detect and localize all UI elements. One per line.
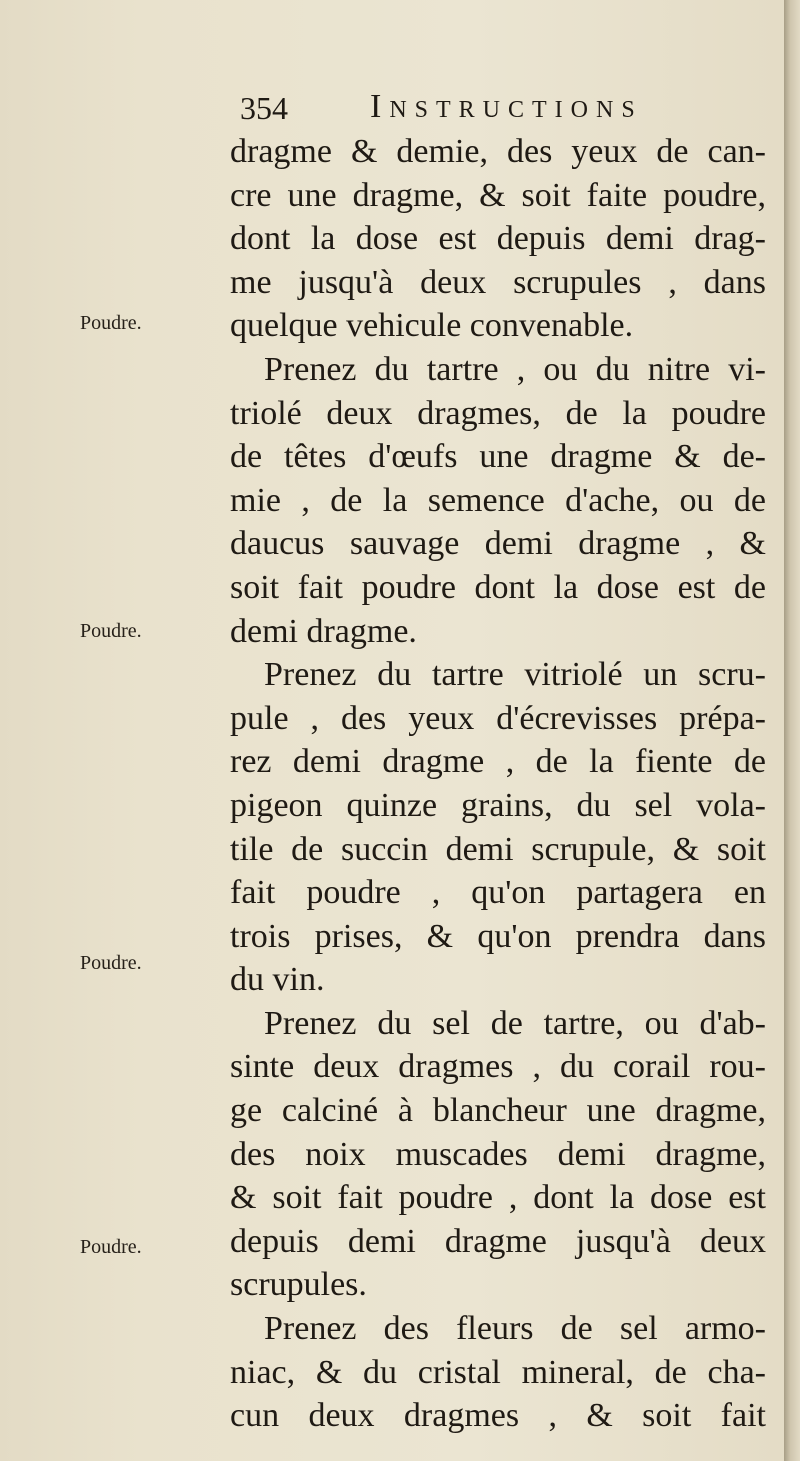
- margin-note: Poudre.: [80, 1236, 142, 1258]
- text-line: rez demi dragme , de la fiente de: [230, 743, 766, 781]
- text-line: trois prises, & qu'on prendra dans: [230, 917, 766, 955]
- text-line: dont la dose est depuis demi drag-: [230, 220, 766, 258]
- text-line: quelque vehicule convenable.: [230, 307, 634, 345]
- margin-note: Poudre.: [80, 312, 142, 334]
- text-line: me jusqu'à deux scrupules , dans: [230, 263, 766, 301]
- body-text: [230, 130, 766, 1438]
- margin-note: Poudre.: [80, 620, 142, 642]
- text-line: soit fait poudre dont la dose est de: [230, 568, 766, 606]
- page-number: 354: [240, 90, 288, 126]
- text-line: triolé deux dragmes, de la poudre: [230, 394, 766, 432]
- margin-note: Poudre.: [80, 952, 142, 974]
- paragraph-start-line: Prenez des fleurs de sel armo-: [264, 1310, 766, 1348]
- paragraph-start-line: Prenez du tartre vitriolé un scru-: [264, 656, 766, 694]
- text-line: depuis demi dragme jusqu'à deux: [230, 1222, 766, 1260]
- text-line: pule , des yeux d'écrevisses prépa-: [230, 699, 766, 737]
- text-line: du vin.: [230, 961, 325, 999]
- text-line: mie , de la semence d'ache, ou de: [230, 481, 766, 519]
- text-line: ge calciné à blancheur une dragme,: [230, 1092, 766, 1130]
- text-line: fait poudre , qu'on partagera en: [230, 874, 766, 912]
- text-line: scrupules.: [230, 1266, 367, 1304]
- running-title: Instructions: [370, 88, 643, 125]
- text-line: demi dragme.: [230, 612, 417, 650]
- text-line: pigeon quinze grains, du sel vola-: [230, 786, 766, 824]
- paragraph-start-line: Prenez du sel de tartre, ou d'ab-: [264, 1004, 766, 1042]
- text-line: dragme & demie, des yeux de can-: [230, 133, 766, 170]
- text-line: cun deux dragmes , & soit fait: [230, 1397, 766, 1435]
- text-line: niac, & du cristal mineral, de cha-: [230, 1353, 766, 1391]
- page-header: [240, 82, 760, 132]
- page-edge: [784, 0, 800, 1461]
- text-line: & soit fait poudre , dont la dose est: [230, 1179, 766, 1217]
- text-line: sinte deux dragmes , du corail rou-: [230, 1048, 766, 1086]
- paragraph-start-line: Prenez du tartre , ou du nitre vi-: [264, 350, 766, 388]
- text-line: tile de succin demi scrupule, & soit: [230, 830, 766, 868]
- text-line: de têtes d'œufs une dragme & de-: [230, 438, 766, 476]
- text-line: cre une dragme, & soit faite poudre,: [230, 176, 766, 214]
- text-line: des noix muscades demi dragme,: [230, 1135, 766, 1173]
- text-line: daucus sauvage demi dragme , &: [230, 525, 766, 563]
